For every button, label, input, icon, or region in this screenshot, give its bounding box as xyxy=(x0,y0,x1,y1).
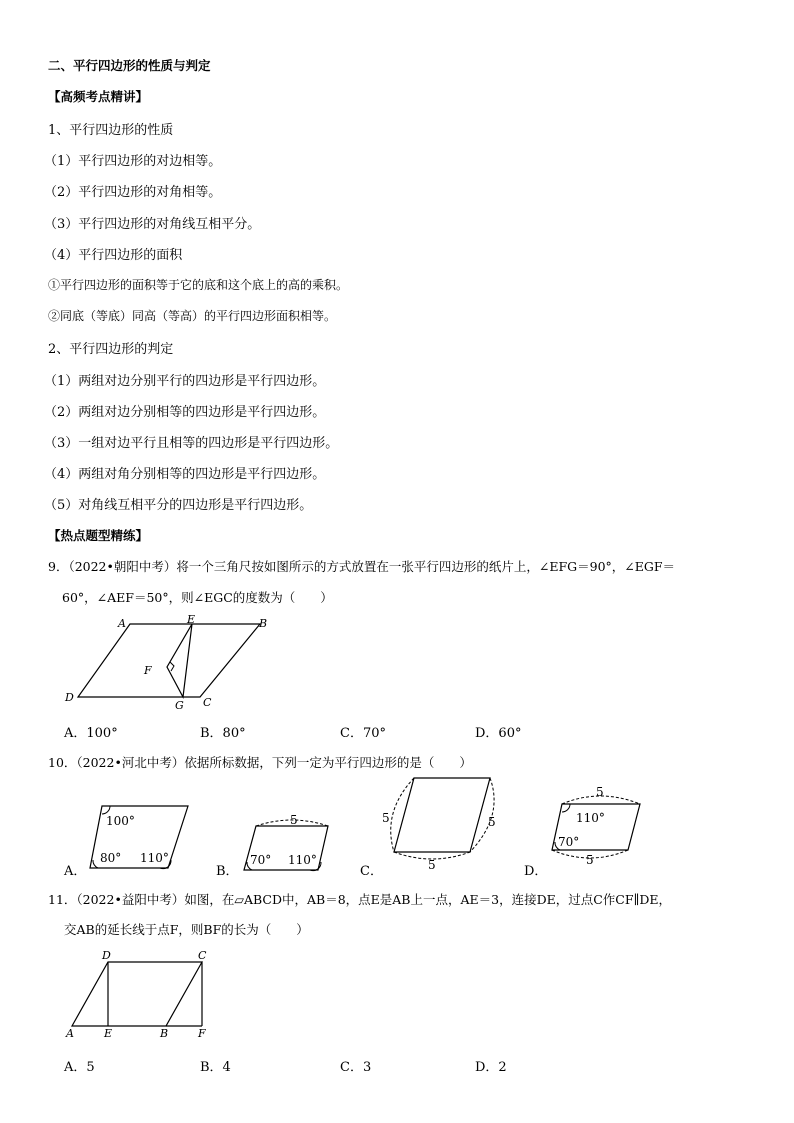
judge-title: 2、平行四边形的判定 xyxy=(48,342,174,357)
property-item: （2）平行四边形的对角相等。 xyxy=(44,185,222,200)
q9-triangle-ruler xyxy=(167,624,192,697)
q9-stem-line1: 9．（2022•朝阳中考）将一个三角尺按如图所示的方式放置在一张平行四边形的纸片上，∠EFG＝90°，∠EGF＝ xyxy=(48,559,676,574)
q11-label-F: F xyxy=(198,1027,206,1040)
q10-figure-c xyxy=(378,772,508,872)
judgement-item: （1）两组对边分别平行的四边形是平行四边形。 xyxy=(44,374,326,389)
q11-parallelogram xyxy=(72,962,202,1026)
q9-right-angle-mark xyxy=(170,662,174,671)
q11-option-b[interactable]: B．4 xyxy=(200,1060,231,1075)
q10b-angle-br: 110° xyxy=(288,853,317,867)
q10d-angle-bl: 70° xyxy=(558,835,580,849)
q10b-angle-bl: 70° xyxy=(250,853,272,867)
q9-parallelogram xyxy=(78,624,260,697)
q10a-angle-top: 100° xyxy=(106,814,135,828)
q10-figure-d xyxy=(540,782,650,867)
q10-option-d-label[interactable]: D． xyxy=(524,864,548,879)
q9-option-c[interactable]: C．70° xyxy=(340,726,386,741)
q11-label-C: C xyxy=(198,949,207,962)
q11-stem-line1: 11．（2022•益阳中考）如图，在▱ABCD中，AB＝8，点E是AB上一点，AE＝3，连接DE，过点C作CF∥DE， xyxy=(48,892,671,907)
judgement-item: （2）两组对边分别相等的四边形是平行四边形。 xyxy=(44,405,326,420)
q9-label-G: G xyxy=(175,699,184,712)
q11-option-d[interactable]: D．2 xyxy=(475,1060,507,1075)
q9-label-E: E xyxy=(187,613,196,626)
q11-label-E: E xyxy=(104,1027,113,1040)
q9-label-B: B xyxy=(259,617,268,630)
judgement-item: （5）对角线互相平分的四边形是平行四边形。 xyxy=(44,498,313,513)
q10-stem: 10．（2022•河北中考）依据所标数据，下列一定为平行四边形的是（ ） xyxy=(48,755,472,770)
q11-label-B: B xyxy=(160,1027,169,1040)
q11-label-A: A xyxy=(66,1027,74,1040)
q11-stem-line2: 交AB的延长线于点F，则BF的长为（ ） xyxy=(64,922,309,937)
q10d-bottom: 5 xyxy=(586,853,594,867)
q10-figure-a xyxy=(80,800,190,875)
q11-option-a[interactable]: A．5 xyxy=(64,1060,95,1075)
q10d-top: 5 xyxy=(596,785,604,799)
q9-label-D: D xyxy=(65,691,74,704)
q10-option-c-label[interactable]: C． xyxy=(360,864,383,879)
property-item: （1）平行四边形的对边相等。 xyxy=(44,154,222,169)
explain-header: 【高频考点精讲】 xyxy=(48,89,149,104)
q10-option-a-label[interactable]: A． xyxy=(64,864,87,879)
q10-option-b-label[interactable]: B． xyxy=(216,864,239,879)
q9-label-F: F xyxy=(144,664,152,677)
q11-option-c[interactable]: C．3 xyxy=(340,1060,372,1075)
q9-figure xyxy=(60,612,280,712)
area-note: ①平行四边形的面积等于它的底和这个底上的高的乘积。 xyxy=(48,278,349,292)
q11-figure xyxy=(62,948,222,1043)
q9-stem-line2: 60°，∠AEF＝50°，则∠EGC的度数为（ ） xyxy=(62,590,333,605)
judgement-item: （4）两组对角分别相等的四边形是平行四边形。 xyxy=(44,467,326,482)
q10c-left: 5 xyxy=(382,811,390,825)
q10a-angle-bl: 80° xyxy=(100,851,122,865)
q9-label-C: C xyxy=(203,696,212,709)
q11-label-D: D xyxy=(102,949,111,962)
judgement-item: （3）一组对边平行且相等的四边形是平行四边形。 xyxy=(44,436,339,451)
q10-figure-b xyxy=(232,812,342,877)
q10a-angle-br: 110° xyxy=(140,851,169,865)
q10d-angle-tl: 110° xyxy=(576,811,605,825)
q10c-bottom: 5 xyxy=(428,858,436,872)
q9-option-d[interactable]: D．60° xyxy=(475,726,522,741)
property-item: （4）平行四边形的面积 xyxy=(44,248,183,263)
area-note: ②同底（等底）同高（等高）的平行四边形面积相等。 xyxy=(48,309,337,323)
q10c-right: 5 xyxy=(488,815,496,829)
q9-option-a[interactable]: A．100° xyxy=(64,726,118,741)
section-title: 二、平行四边形的性质与判定 xyxy=(48,58,211,73)
q9-option-b[interactable]: B．80° xyxy=(200,726,246,741)
practice-header: 【热点题型精练】 xyxy=(48,528,149,543)
property-item: （3）平行四边形的对角线互相平分。 xyxy=(44,217,261,232)
properties-title: 1、平行四边形的性质 xyxy=(48,123,174,138)
q10b-side: 5 xyxy=(290,813,298,827)
q9-label-A: A xyxy=(118,617,126,630)
